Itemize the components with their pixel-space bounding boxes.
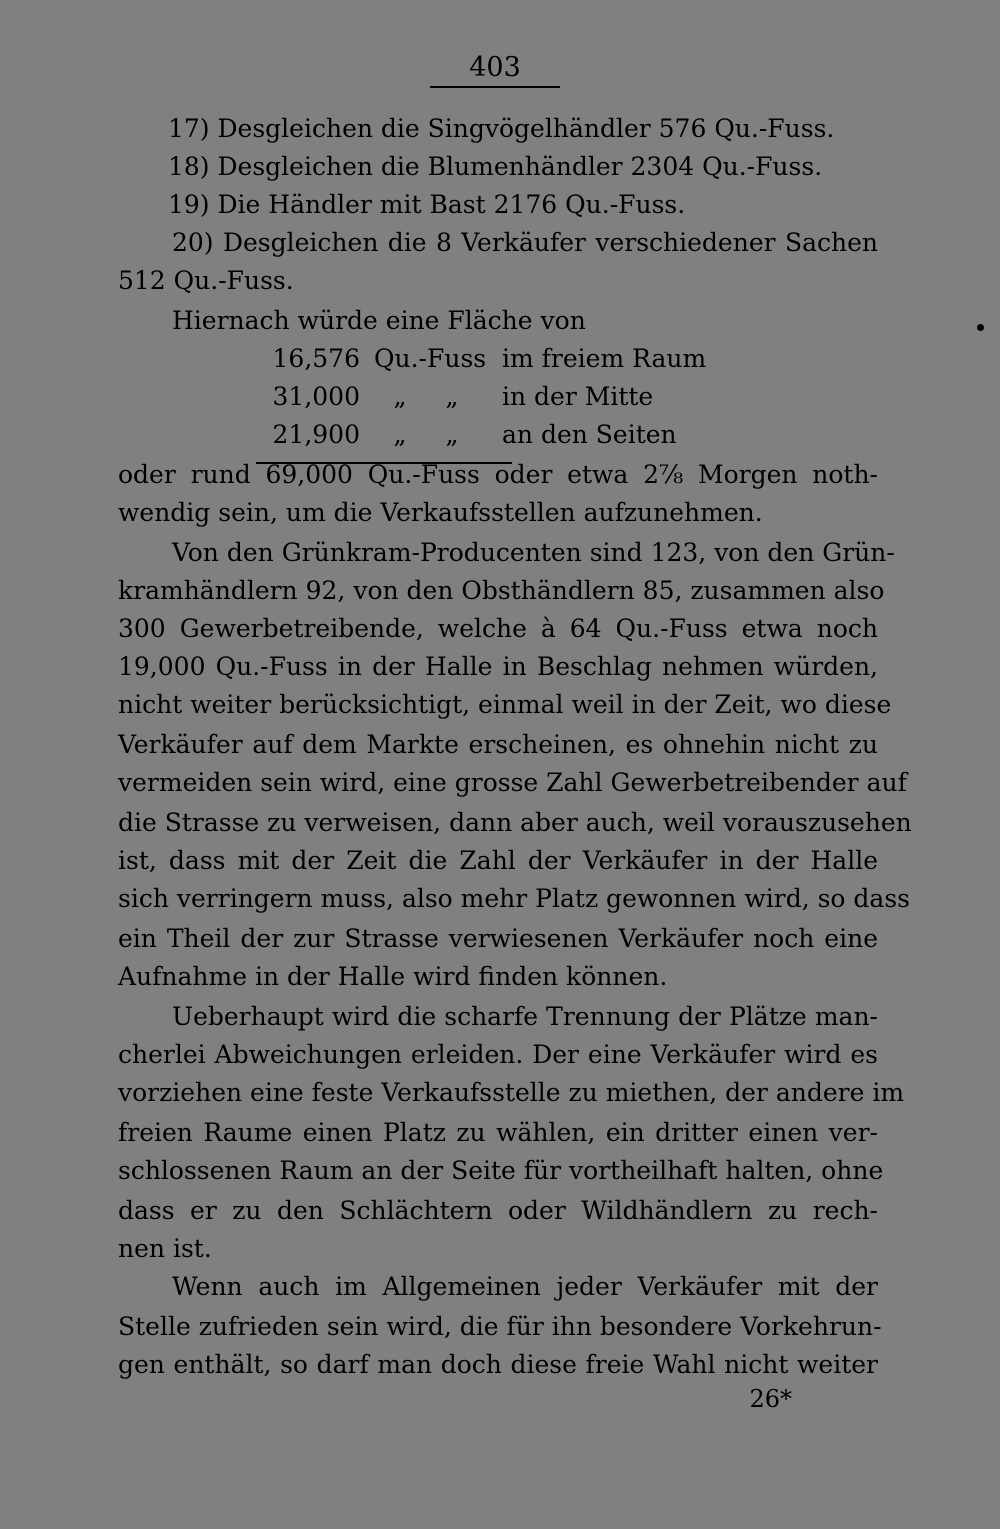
area-row	[252, 378, 653, 416]
text-line: nen ist.	[118, 1234, 212, 1263]
page-number: 403	[430, 52, 560, 88]
list-item: 17) Desgleichen die Singvögelhändler 576 Qu.-Fuss.	[168, 114, 835, 143]
text-line: Aufnahme in der Halle wird finden können.	[118, 962, 668, 991]
area-row	[252, 340, 706, 378]
area-place: im freiem Raum	[502, 344, 707, 373]
text-line: nicht weiter berücksichtigt, einmal weil in der Zeit, wo diese	[118, 690, 892, 719]
area-value: 21,900	[272, 420, 360, 449]
area-unit: Qu.-Fuss	[374, 344, 487, 373]
text-line: 19,000 Qu.-Fuss in der Halle in Beschlag nehmen würden,	[118, 652, 878, 681]
text-line: kramhändlern 92, von den Obsthändlern 85, zusammen also	[118, 576, 885, 605]
list-item: 19) Die Händler mit Bast 2176 Qu.-Fuss.	[168, 190, 686, 219]
text-line: Wenn auch im Allgemeinen jeder Verkäufer mit der	[172, 1272, 878, 1301]
text-line: freien Raume einen Platz zu wählen, ein dritter einen ver-	[118, 1118, 878, 1147]
text-line: sich verringern muss, also mehr Platz gewonnen wird, so dass	[118, 884, 910, 913]
text-line: ein Theil der zur Strasse verwiesenen Verkäufer noch eine	[118, 924, 878, 953]
area-intro: Hiernach würde eine Fläche von	[172, 306, 586, 335]
ditto-mark: „	[445, 420, 459, 449]
text-line: dass er zu den Schlächtern oder Wildhändlern zu rech-	[118, 1196, 878, 1225]
text-line: gen enthält, so darf man doch diese freie Wahl nicht weiter	[118, 1350, 878, 1379]
list-item: 20) Desgleichen die 8 Verkäufer verschiedener Sachen	[172, 228, 878, 257]
text-line: vorziehen eine feste Verkaufsstelle zu miethen, der andere im	[118, 1078, 905, 1107]
area-place: an den Seiten	[502, 420, 677, 449]
text-line: Verkäufer auf dem Markte erscheinen, es ohnehin nicht zu	[118, 730, 878, 759]
area-value: 16,576	[272, 344, 360, 373]
text-line: ist, dass mit der Zeit die Zahl der Verkäufer in der Halle	[118, 846, 878, 875]
ditto-mark: „	[445, 382, 459, 411]
ditto-mark: „	[393, 420, 407, 449]
ditto-mark: „	[393, 382, 407, 411]
signature-mark: 26*	[749, 1385, 792, 1413]
list-item: 18) Desgleichen die Blumenhändler 2304 Qu.-Fuss.	[168, 152, 823, 181]
scan-speck	[977, 324, 984, 331]
text-line: schlossenen Raum an der Seite für vortheilhaft halten, ohne	[118, 1156, 884, 1185]
list-item-continuation: 512 Qu.-Fuss.	[118, 266, 294, 295]
area-place: in der Mitte	[502, 382, 654, 411]
area-value: 31,000	[272, 382, 360, 411]
text-line: Von den Grünkram-Producenten sind 123, von den Grün-	[172, 538, 895, 567]
text-line: Ueberhaupt wird die scharfe Trennung der Plätze man-	[172, 1002, 878, 1031]
text-line: 300 Gewerbetreibende, welche à 64 Qu.-Fuss etwa noch	[118, 614, 878, 643]
text-line: wendig sein, um die Verkaufsstellen aufzunehmen.	[118, 498, 763, 527]
text-line: Stelle zufrieden sein wird, die für ihn besondere Vorkehrun-	[118, 1312, 882, 1341]
area-row	[252, 416, 677, 454]
text-line: die Strasse zu verweisen, dann aber auch, weil vorauszusehen	[118, 808, 912, 837]
text-line: vermeiden sein wird, eine grosse Zahl Gewerbetreibender auf	[118, 768, 907, 797]
text-line: cherlei Abweichungen erleiden. Der eine Verkäufer wird es	[118, 1040, 878, 1069]
total-line: oder rund 69,000 Qu.-Fuss oder etwa 2⅞ Morgen noth-	[118, 460, 878, 489]
